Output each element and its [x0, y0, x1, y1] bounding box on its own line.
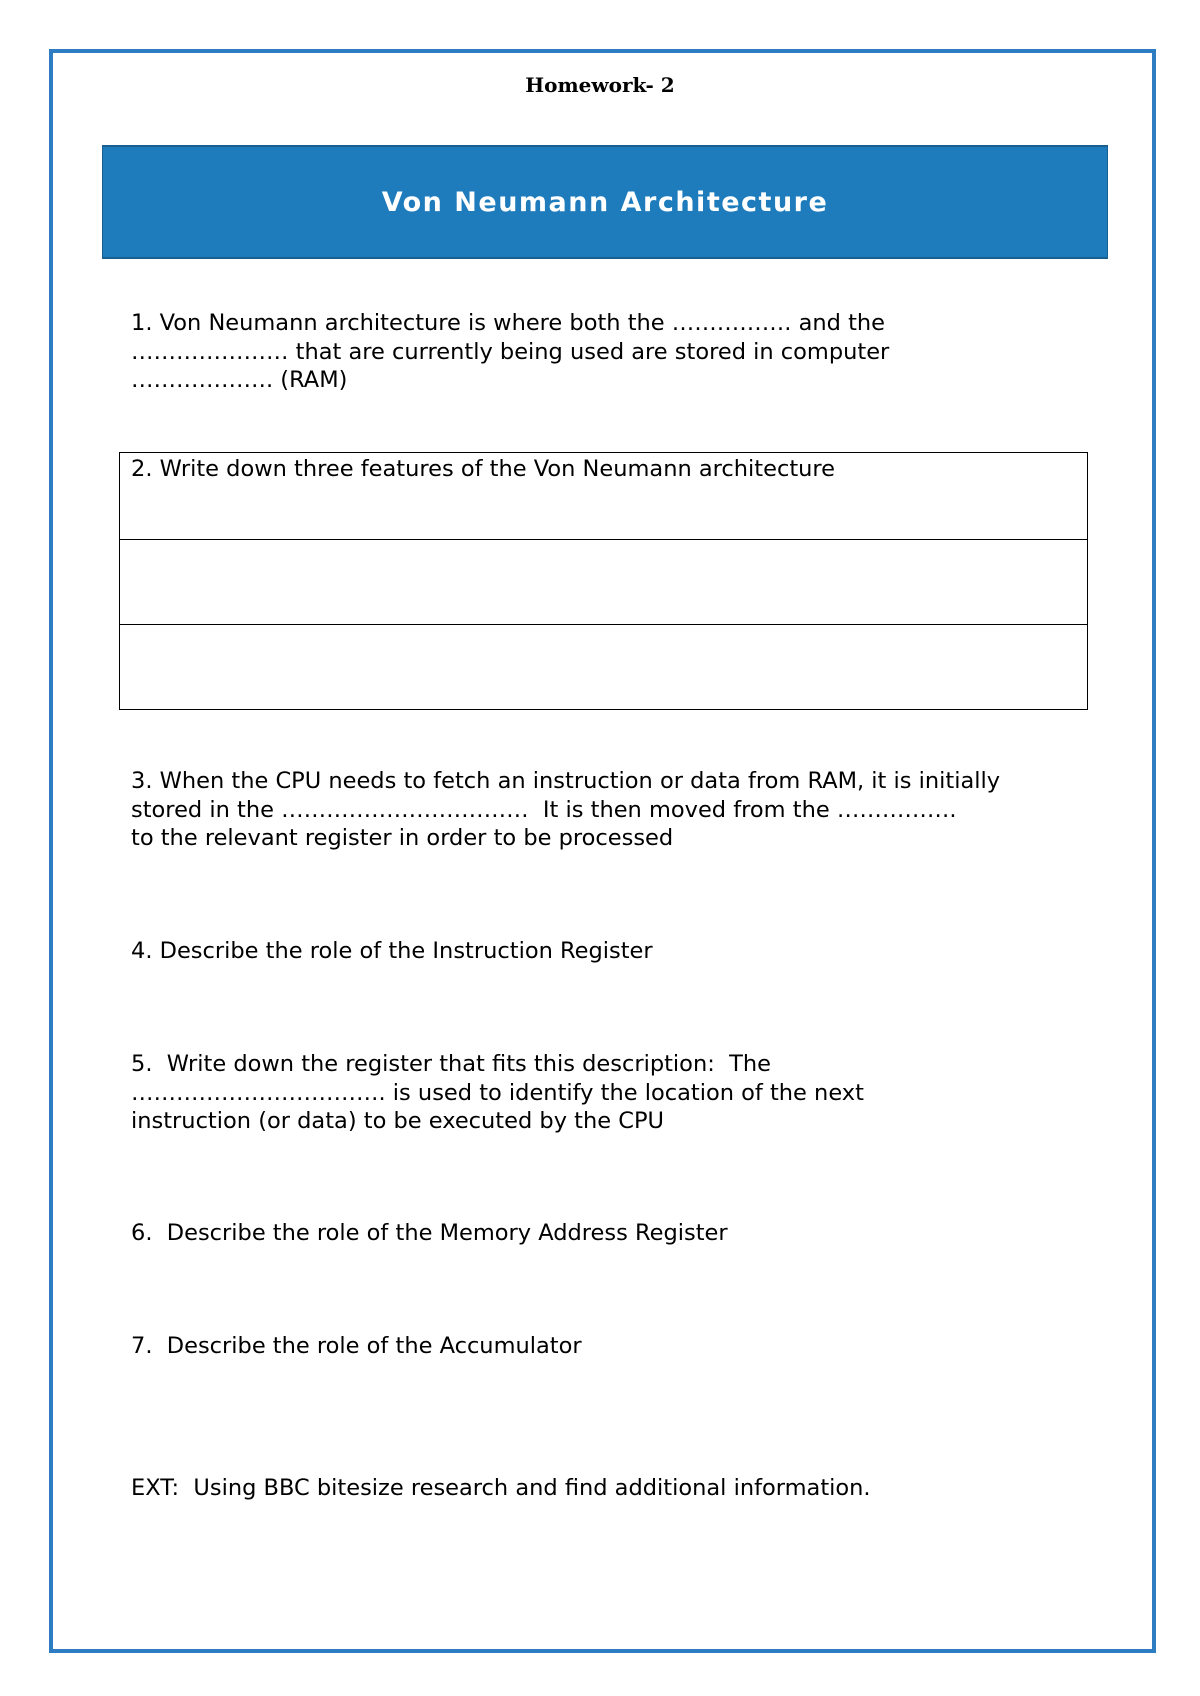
- table-row: [120, 453, 1088, 540]
- question-3-line: 3. When the CPU needs to fetch an instruction or data from RAM, it is initially: [131, 768, 1001, 794]
- question-5-line: 5. Write down the register that fits this description: The: [131, 1051, 771, 1077]
- question-5-line: instruction (or data) to be executed by the CPU: [131, 1108, 664, 1134]
- answer-cell[interactable]: [120, 625, 1088, 710]
- question-7-line: 7. Describe the role of the Accumulator: [131, 1333, 582, 1359]
- extension-task: [131, 1474, 1091, 1503]
- question-6: [131, 1219, 1091, 1248]
- extension-task-line: EXT: Using BBC bitesize research and find additional information.: [131, 1475, 871, 1501]
- table-row: [120, 625, 1088, 710]
- title-banner: [102, 145, 1108, 259]
- table-row: [120, 540, 1088, 625]
- question-5-line: ……………………………. is used to identify the location of the next: [131, 1079, 864, 1106]
- question-2-prompt: 2. Write down three features of the Von Neumann architecture: [120, 453, 1088, 540]
- question-1-line: ………………… that are currently being used are stored in computer: [131, 338, 890, 365]
- question-1-line: 1. Von Neumann architecture is where both the ……………. and the: [131, 310, 886, 336]
- question-3-line: stored in the …………………………… It is then moved from the …………….: [131, 796, 957, 823]
- question-5: [131, 1050, 1091, 1136]
- answer-cell[interactable]: [120, 540, 1088, 625]
- question-2-table: [119, 452, 1088, 710]
- question-6-line: 6. Describe the role of the Memory Address Register: [131, 1220, 728, 1246]
- page-header: Homework- 2: [525, 73, 675, 97]
- question-1-line: ………………. (RAM): [131, 367, 348, 393]
- question-3: [131, 767, 1091, 853]
- worksheet-title: Von Neumann Architecture: [381, 186, 829, 218]
- question-7: [131, 1332, 1091, 1361]
- question-3-line: to the relevant register in order to be processed: [131, 825, 674, 851]
- question-1: [131, 309, 1091, 395]
- question-4: [131, 937, 1091, 966]
- question-4-line: 4. Describe the role of the Instruction Register: [131, 938, 653, 964]
